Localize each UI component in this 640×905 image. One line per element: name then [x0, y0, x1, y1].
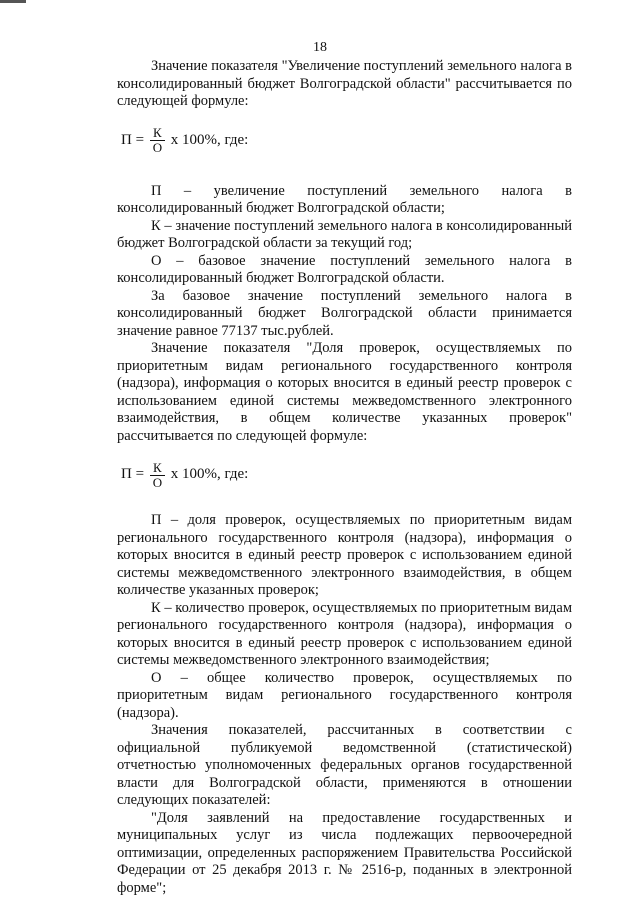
formula-2 [117, 455, 572, 495]
formula-denominator: О [152, 140, 163, 155]
definition-p-2: П – доля проверок, осуществляемых по приоритетным видам регионального государственного контроля (надзора), информация о которых вносится в единый реестр проверок с использованием единой системы межведомственного электронного взаимодействия, в общем количестве указанных проверок; [117, 512, 572, 598]
formula-1 [117, 121, 572, 161]
quoted-indicator: "Доля заявлений на предоставление государственных и муниципальных услуг из числа подлежащих первоочередной оптимизации, определенных распоряжением Правительства Российской Федерации от 25 декабря 2013 г. № 2516-р, поданных в электронной форме"; [117, 809, 572, 896]
definition-k-1: К – значение поступлений земельного налога в консолидированный бюджет Волгоградской области за текущий год; [117, 217, 572, 251]
scan-corner-mark [0, 0, 26, 3]
official-statistics-paragraph: Значения показателей, рассчитанных в соответствии с официальной публикуемой ведомственной (статистической) отчетностью уполномоченных федеральных органов государственной власти для Волгоградской области, применяются в отношении следующих показателей: [117, 722, 572, 808]
formula-numerator: К [150, 126, 165, 141]
formula-fraction [150, 126, 165, 155]
base-value-paragraph: За базовое значение поступлений земельного налога в консолидированный бюджет Волгоградской области принимается значение равное 77137 тыс.рублей. [117, 287, 572, 339]
formula-lhs: П = [121, 466, 145, 483]
definition-o-1: О – базовое значение поступлений земельного налога в консолидированный бюджет Волгоградской области. [117, 252, 572, 286]
intro-paragraph-1: Значение показателя "Увеличение поступлений земельного налога в консолидированный бюджет Волгоградской области" рассчитывается по следующей формуле: [117, 58, 572, 109]
formula-numerator: К [150, 461, 165, 476]
formula-lhs: П = [121, 131, 145, 148]
definition-k-2: К – количество проверок, осуществляемых по приоритетным видам регионального государственного контроля (надзора), информация о которых вносится в единый реестр проверок с использованием единой системы межведомственного электронного взаимодействия; [117, 599, 572, 668]
page-number: 18 [313, 40, 327, 55]
document-body [117, 58, 572, 897]
formula-rhs: x 100%, где: [170, 466, 249, 483]
formula-fraction [150, 461, 165, 490]
formula-denominator: О [152, 474, 163, 490]
formula-rhs: x 100%, где: [170, 131, 249, 148]
definition-o-2: О – общее количество проверок, осуществляемых по приоритетным видам регионального государственного контроля (надзора). [117, 669, 572, 721]
definition-p-1: П – увеличение поступлений земельного налога в консолидированный бюджет Волгоградской области; [117, 182, 572, 216]
intro-paragraph-2: Значение показателя "Доля проверок, осуществляемых по приоритетным видам регионального государственного контроля (надзора), информация о которых вносится в единый реестр проверок с использованием единой системы межведомственного электронного взаимодействия, в общем количестве указанных проверок" рассчитывается по следующей формуле: [117, 340, 572, 444]
